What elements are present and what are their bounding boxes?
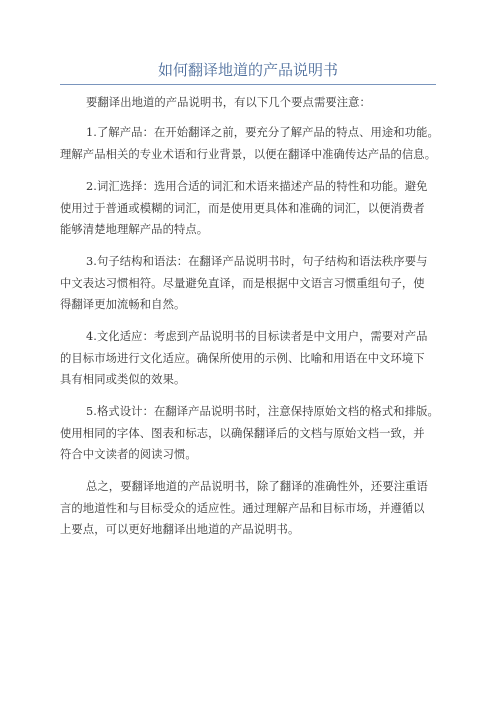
paragraph-line: 具有相同或类似的效果。 [60, 373, 186, 386]
paragraph-point-1 [60, 122, 444, 165]
paragraph-conclusion [60, 476, 444, 541]
paragraph-line: 使用过于普通或模糊的词汇，而是使用更具体和准确的词汇，以便消费者 [60, 201, 425, 215]
paragraph-point-4 [60, 326, 444, 391]
paragraph-line: 能够清楚地理解产品的特点。 [60, 223, 209, 236]
paragraph-line: 中文表达习惯相符。尽量避免直译，而是根据中文语言习惯重组句子，使 [60, 276, 425, 290]
paragraph-line: 4.文化适应：考虑到产品说明书的目标读者是中文用户，需要对产品 [86, 330, 428, 343]
paragraph-line: 理解产品相关的专业术语和行业背景，以便在翻译中准确传达产品的信息。 [60, 147, 437, 161]
paragraph-line: 使用相同的字体、图表和标志，以确保翻译后的文档与原始文档一致，并 [60, 426, 425, 440]
paragraph-point-3 [60, 251, 444, 316]
paragraph-line: 的目标市场进行文化适应。确保所使用的示例、比喻和用语在中文环境下 [60, 351, 425, 365]
paragraph-point-5 [60, 401, 444, 466]
paragraph-line: 2.词汇选择：选用合适的词汇和术语来描述产品的特性和功能。避免 [86, 180, 428, 193]
paragraph-line: 1.了解产品：在开始翻译之前，要充分了解产品的特点、用途和功能。 [86, 126, 439, 139]
title-divider [60, 84, 436, 85]
paragraph-line: 要翻译出地道的产品说明书，有以下几个要点需要注意： [86, 96, 371, 109]
paragraph-line: 总之，要翻译地道的产品说明书，除了翻译的准确性外，还要注重语 [86, 480, 428, 493]
paragraph-line: 上要点，可以更好地翻译出地道的产品说明书。 [60, 523, 300, 536]
paragraph-line: 言的地道性和与目标受众的适应性。通过理解产品和目标市场，并遵循以 [60, 501, 425, 515]
document-title: 如何翻译地道的产品说明书 [157, 61, 338, 79]
paragraph-intro [60, 92, 444, 114]
paragraph-line: 符合中文读者的阅读习惯。 [60, 448, 197, 461]
paragraph-line: 5.格式设计：在翻译产品说明书时，注意保持原始文档的格式和排版。 [86, 405, 439, 418]
paragraph-line: 得翻译更加流畅和自然。 [60, 298, 186, 311]
paragraph-point-2 [60, 176, 444, 241]
paragraph-line: 3.句子结构和语法：在翻译产品说明书时，句子结构和语法秩序要与 [86, 255, 428, 268]
